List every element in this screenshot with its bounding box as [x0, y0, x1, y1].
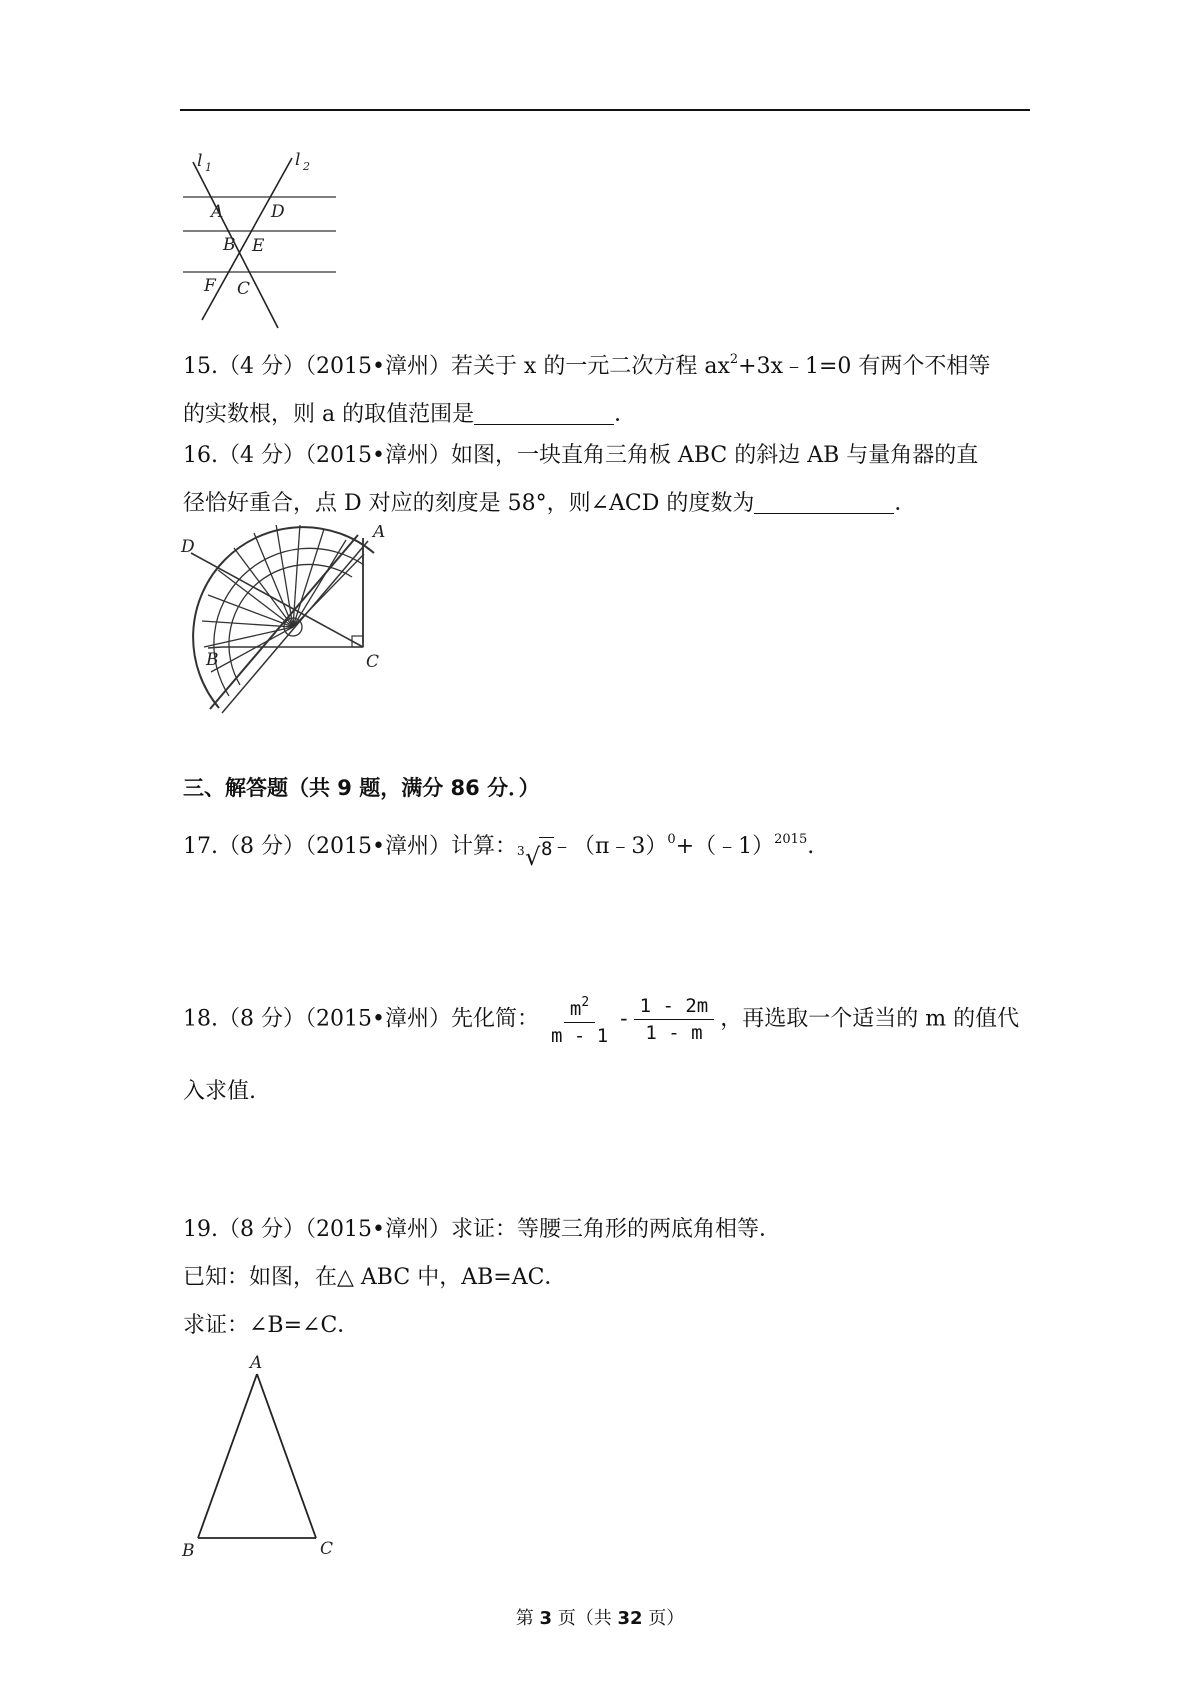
cube-root-argument: 8	[540, 838, 553, 860]
section-3	[183, 764, 1033, 812]
frac1-den: m - 1	[550, 1025, 609, 1047]
q15-line1-a: 15.（4 分）（2015•漳州）若关于 x 的一元二次方程 ax	[183, 354, 730, 379]
q18-prefix: 18.（8 分）（2015•漳州）先化简：	[183, 1006, 539, 1032]
label-C: C	[237, 279, 251, 299]
section-3-title: 三、解答题（共 9 题，满分 86 分．）	[183, 776, 540, 800]
label-l1-sub: 1	[205, 161, 212, 174]
q16-answer-blank	[754, 491, 894, 514]
header-rule	[180, 109, 1030, 111]
label-C: C	[366, 652, 380, 672]
frac1-num: m	[569, 998, 582, 1020]
label-E: E	[252, 236, 265, 256]
q19-line3: 求证：∠B=∠C．	[183, 1313, 360, 1338]
q19-line1: 19.（8 分）（2015•漳州）求证：等腰三角形的两底角相等．	[183, 1217, 781, 1242]
q18-minus: -	[620, 1006, 628, 1032]
label-l2: l	[295, 150, 301, 170]
figure-triangle	[178, 1350, 358, 1560]
q19-line2: 已知：如图，在△ ABC 中，AB=AC．	[183, 1265, 567, 1290]
q17-exp1: 0	[667, 832, 676, 847]
q17-exp2: 2015	[774, 832, 808, 847]
label-A: A	[250, 1353, 263, 1373]
label-l2-sub: 2	[303, 160, 310, 173]
question-15	[183, 336, 1033, 439]
footer-post: 页）	[642, 1608, 685, 1629]
question-16	[183, 432, 1033, 528]
q15-line2-a: 的实数根，则 a 的取值范围是	[183, 402, 475, 427]
q17-end: .	[807, 834, 815, 859]
q18-suffix: ，再选取一个适当的 m 的值代	[720, 1006, 1020, 1032]
fraction-1	[545, 990, 614, 1049]
figure-parallel-lines	[178, 150, 358, 332]
q16-line1: 16.（4 分）（2015•漳州）如图，一块直角三角板 ABC 的斜边 AB 与量角器的直	[183, 443, 979, 468]
label-D: D	[271, 202, 285, 222]
label-D: D	[181, 537, 195, 557]
q17-mid: ﹣（π﹣3）	[550, 834, 668, 859]
question-19	[183, 1206, 1033, 1350]
footer-mid: 页（共	[552, 1608, 618, 1629]
label-C: C	[320, 1539, 334, 1559]
label-B: B	[182, 1541, 195, 1560]
frac2-den: 1 - m	[645, 1022, 703, 1044]
q16-line2-a: 径恰好重合，点 D 对应的刻度是 58°，则∠ACD 的度数为	[183, 491, 755, 516]
footer-pre: 第	[515, 1608, 540, 1629]
q16-line2-b: ．	[894, 491, 917, 516]
q17-mid2: +（﹣1）	[675, 834, 775, 859]
footer-total-pages: 32	[617, 1608, 643, 1629]
frac1-num-exp: 2	[581, 995, 590, 1010]
q15-line2-b: ．	[614, 402, 637, 427]
q15-answer-blank	[474, 402, 614, 425]
cube-root-index: 3	[516, 844, 525, 858]
label-A: A	[373, 525, 386, 542]
footer-page-number: 3	[539, 1608, 552, 1629]
q18-line2: 入求值.	[183, 1079, 256, 1104]
label-A: A	[211, 202, 224, 222]
label-B: B	[223, 235, 236, 255]
q15-line1-b: +3x﹣1=0 有两个不相等	[738, 354, 991, 379]
page-footer	[0, 1604, 1200, 1630]
cube-root: 3 √ 8	[517, 833, 551, 861]
label-l1: l	[197, 151, 203, 171]
figure-protractor	[178, 525, 418, 725]
question-17	[183, 816, 1033, 871]
fraction-2	[634, 993, 715, 1046]
frac2-num: 1 - 2m	[634, 993, 715, 1020]
label-F: F	[204, 276, 216, 296]
q17-prefix: 17.（8 分）（2015•漳州）计算：	[183, 834, 517, 859]
q15-exponent: 2	[729, 352, 739, 367]
label-B: B	[206, 650, 219, 670]
question-18	[183, 990, 1033, 1116]
